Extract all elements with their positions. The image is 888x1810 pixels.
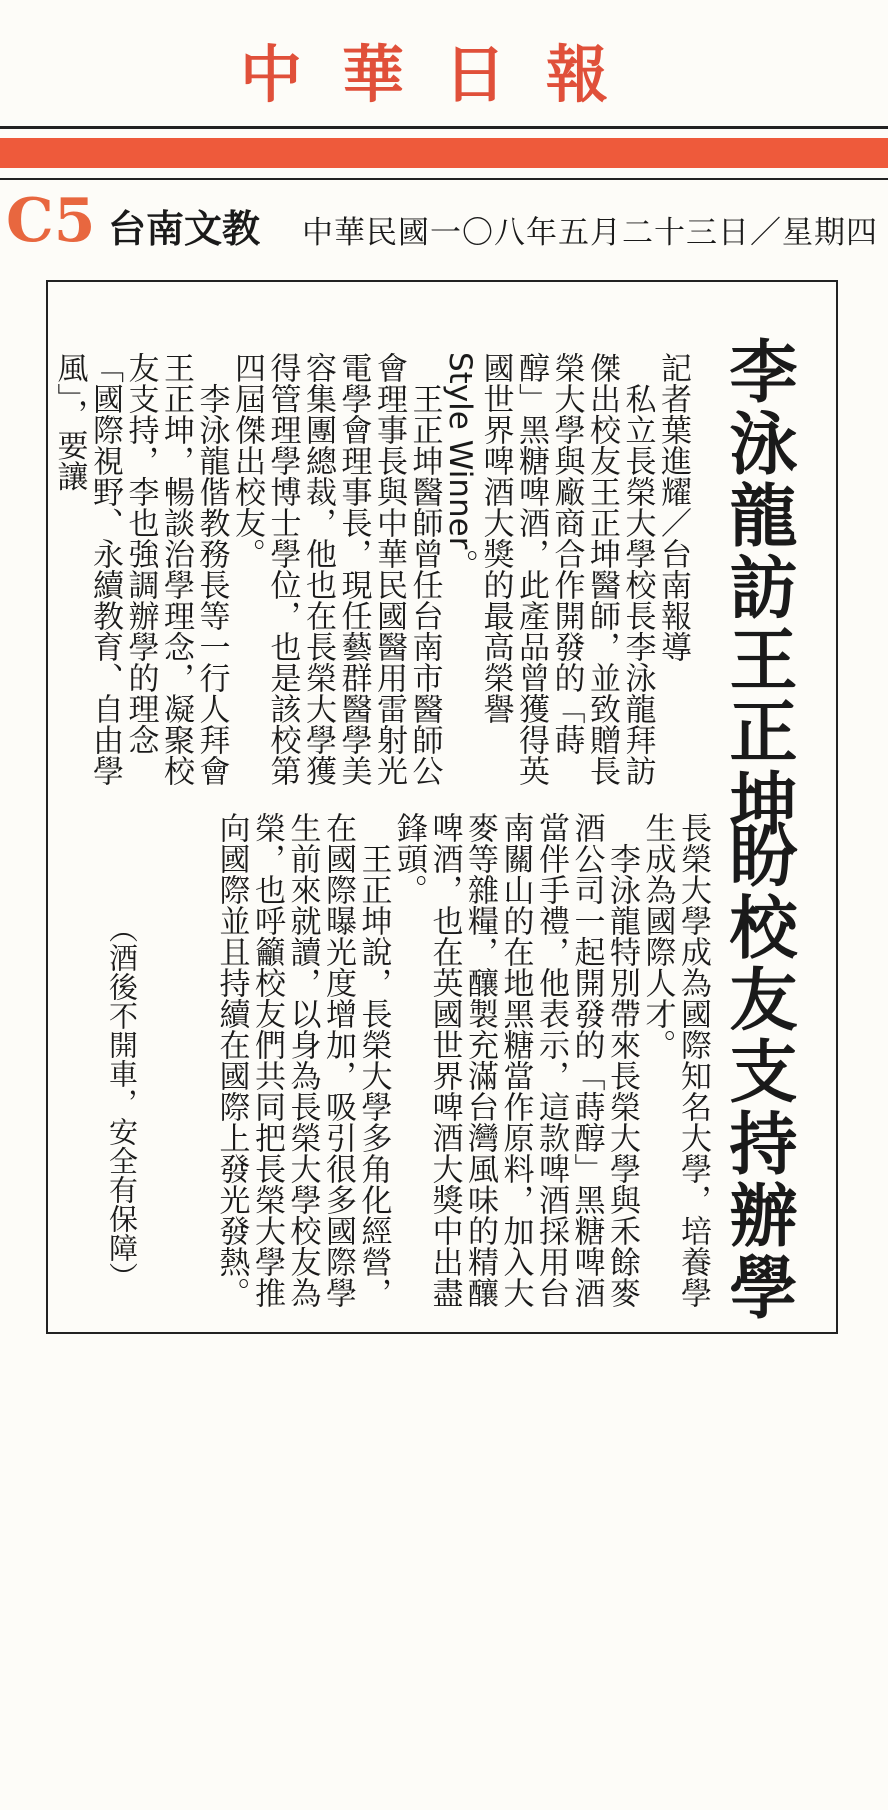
article-paragraph: 李泳龍特別帶來長榮大學與禾餘麥酒公司一起開發的「蒔醇」黑糖啤酒當伴手禮，他表示，這款啤酒採用台南關山的在地黑糖當作原料，加入大麥等雜糧，釀製充滿台灣風味的精釀啤酒，也在英國世界啤酒大獎中出盡鋒頭。 [391, 812, 640, 1308]
article-column-bottom [100, 812, 710, 1312]
header-divider [0, 178, 888, 180]
article-paragraph: 李泳龍偕教務長等一行人拜會王正坤，暢談治學理念，凝聚校友支持，李也強調辦學的理念「國際視野、永續教育、自由學風」，要讓 [51, 352, 230, 786]
headline-part-1: 李泳龍訪王正坤 [718, 336, 797, 840]
article-paragraph: 長榮大學成為國際知名大學，培養學生成為國際人才。 [639, 812, 711, 1308]
article-paragraph: 王正坤說，長榮大學多角化經營，在國際曝光度增加，吸引很多國際學生前來就讀，以身為長榮大學校友為榮，也呼籲校友們共同把長榮大學推向國際並且持續在國際上發光發熱。 [213, 812, 392, 1308]
footer-note: （酒後不開車，安全有保障） [105, 914, 139, 1291]
page-number: C5 [6, 186, 96, 256]
publication-date: 中華民國一〇八年五月二十三日／星期四 [302, 215, 878, 251]
top-rule [0, 126, 888, 129]
header-band [0, 138, 888, 168]
article-column-top [51, 352, 691, 792]
article-paragraph: 王正坤醫師曾任台南市醫師公會理事長與中華民國醫用雷射光電學會理事長，現任藝群醫學美容集團總裁，他也在長榮大學獲得管理學博士學位，也是該校第四屆傑出校友。 [229, 352, 443, 786]
byline: 記者葉進耀／台南報導 [655, 352, 691, 662]
headline-part-2: 盼校友支持辦學 [718, 820, 797, 1324]
section-title: 台南文教 [108, 207, 261, 251]
masthead-title: 中華日報 [239, 38, 648, 111]
article-paragraph: 私立長榮大學校長李泳龍拜訪傑出校友王正坤醫師，並致贈長榮大學與廠商合作開發的「蒔醇」黑糖啤酒，此產品曾獲得英國世界啤酒大獎的最高榮譽Style Winner。 [442, 352, 656, 786]
